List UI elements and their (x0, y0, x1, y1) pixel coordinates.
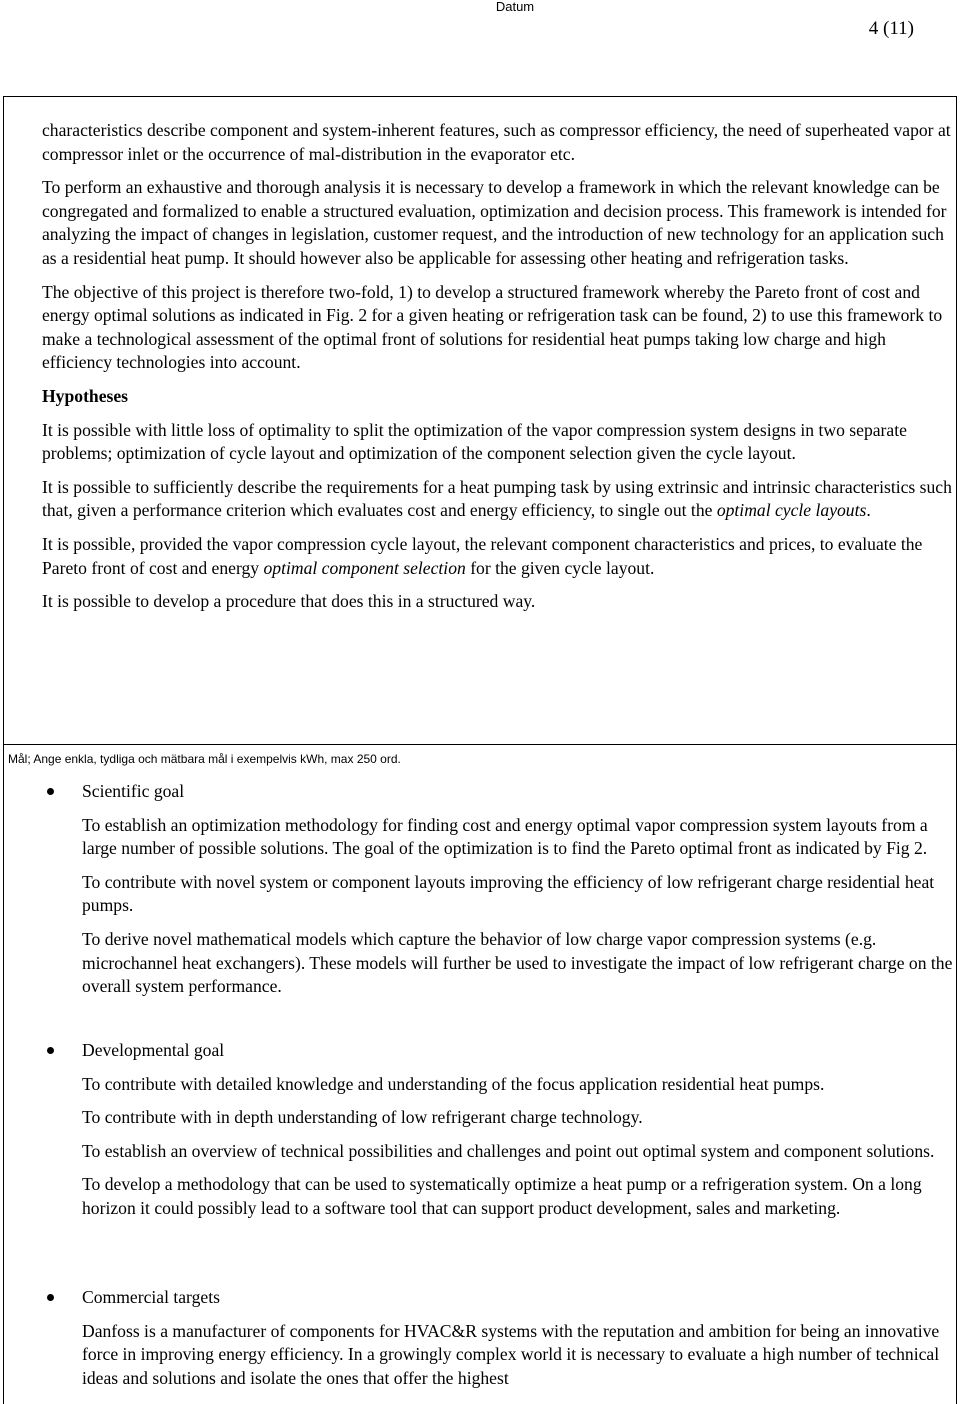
developmental-goal-p3: To establish an overview of technical possibilities and challenges and point out optimal system and component solutions. (82, 1140, 935, 1161)
developmental-goal-p4: To develop a methodology that can be used to systematically optimize a heat pump or a refrigeration system. On a long horizon it could possibly lead to a software tool that can support product development, sales and marketing. (82, 1174, 922, 1218)
hypothesis-2-text: It is possible to sufficiently describe the requirements for a heat pumping task by using extrinsic and intrinsic characteristics such that, given a performance criterion which evaluates cost and energy efficiency, to single out the (42, 476, 952, 521)
scientific-goal-heading (42, 780, 954, 804)
background-section (3, 96, 957, 744)
goals-form-label: Mål; Ange enkla, tydliga och mätbara mål i exempelvis kWh, max 250 ord. (8, 752, 401, 766)
bullet-icon (47, 1047, 54, 1054)
hypothesis-3-emphasis: optimal component selection (263, 557, 466, 578)
developmental-goal-p1: To contribute with detailed knowledge and understanding of the focus application residential heat pumps. (82, 1073, 825, 1094)
developmental-goal-group (42, 1039, 954, 1231)
developmental-goal-p2: To contribute with in depth understanding of low refrigerant charge technology. (82, 1107, 643, 1128)
scientific-goal-group (42, 780, 954, 1009)
developmental-goal-heading (42, 1039, 954, 1063)
hypothesis-2-end: . (866, 500, 871, 521)
hypothesis-4: It is possible to develop a procedure that does this in a structured way. (42, 591, 536, 612)
scientific-goal-p2: To contribute with novel system or component layouts improving the efficiency of low refrigerant charge residential heat pumps. (82, 871, 935, 916)
background-text (42, 119, 952, 624)
hypothesis-2 (42, 476, 952, 523)
commercial-targets-heading (42, 1286, 954, 1310)
commercial-targets-title: Commercial targets (82, 1287, 220, 1307)
objective-paragraph: The objective of this project is therefore two-fold, 1) to develop a structured framework whereby the Pareto front of cost and energy optimal solutions as indicated in Fig. 2 for a given heating or refrigeration task can be found, 2) to use this framework to make a technological assessment of the optimal front of solutions for residential heat pumps taking low charge and high efficiency technologies into account. (42, 281, 943, 373)
commercial-targets-group (42, 1286, 954, 1400)
hypothesis-3-text: It is possible, provided the vapor compression cycle layout, the relevant component characteristics and prices, to evaluate the Pareto front of cost and energy (42, 533, 923, 578)
commercial-targets-p1: Danfoss is a manufacturer of components for HVAC&R systems with the reputation and ambition for being an innovative force in improving energy efficiency. In a growingly complex world it is necessary to evaluate a high number of technical ideas and solutions and isolate the ones that offer the highest (82, 1320, 940, 1388)
bullet-icon (47, 1294, 54, 1301)
scientific-goal-p1: To establish an optimization methodology for finding cost and energy optimal vapor compression system layouts from a large number of possible solutions. The goal of the optimization is to find the Pareto optimal front as indicated by Fig 2. (82, 814, 928, 859)
goals-section (3, 744, 957, 1404)
hypothesis-1: It is possible with little loss of optimality to split the optimization of the vapor compression system designs in two separate problems; optimization of cycle layout and optimization of the component selection given the cycle layout. (42, 419, 907, 464)
bullet-icon (47, 788, 54, 795)
hypotheses-heading: Hypotheses (42, 385, 129, 406)
intro-paragraph: characteristics describe component and system-inherent features, such as compressor efficiency, the need of superheated vapor at compressor inlet or the occurrence of mal-distribution in the evaporator etc. (42, 120, 951, 164)
framework-paragraph: To perform an exhaustive and thorough analysis it is necessary to develop a framework in which the relevant knowledge can be congregated and formalized to enable a structured evaluation, optimization and decision process. This framework is intended for analyzing the impact of changes in legislation, customer request, and the introduction of new technology for an application such as a residential heat pump. It should however also be applicable for assessing other heating and refrigeration tasks. (42, 177, 947, 268)
hypothesis-3-end: for the given cycle layout. (465, 557, 655, 578)
scientific-goal-title: Scientific goal (82, 781, 185, 801)
scientific-goal-p3: To derive novel mathematical models which capture the behavior of low charge vapor compression systems (e.g. microchannel heat exchangers). These models will further be used to investigate the impact of low refrigerant charge on the overall system performance. (82, 928, 953, 997)
page-number: 4 (11) (868, 18, 914, 39)
hypothesis-2-emphasis: optimal cycle layouts (716, 500, 867, 521)
date-label: Datum (495, 0, 535, 14)
hypothesis-3 (42, 533, 952, 580)
developmental-goal-title: Developmental goal (82, 1040, 225, 1060)
